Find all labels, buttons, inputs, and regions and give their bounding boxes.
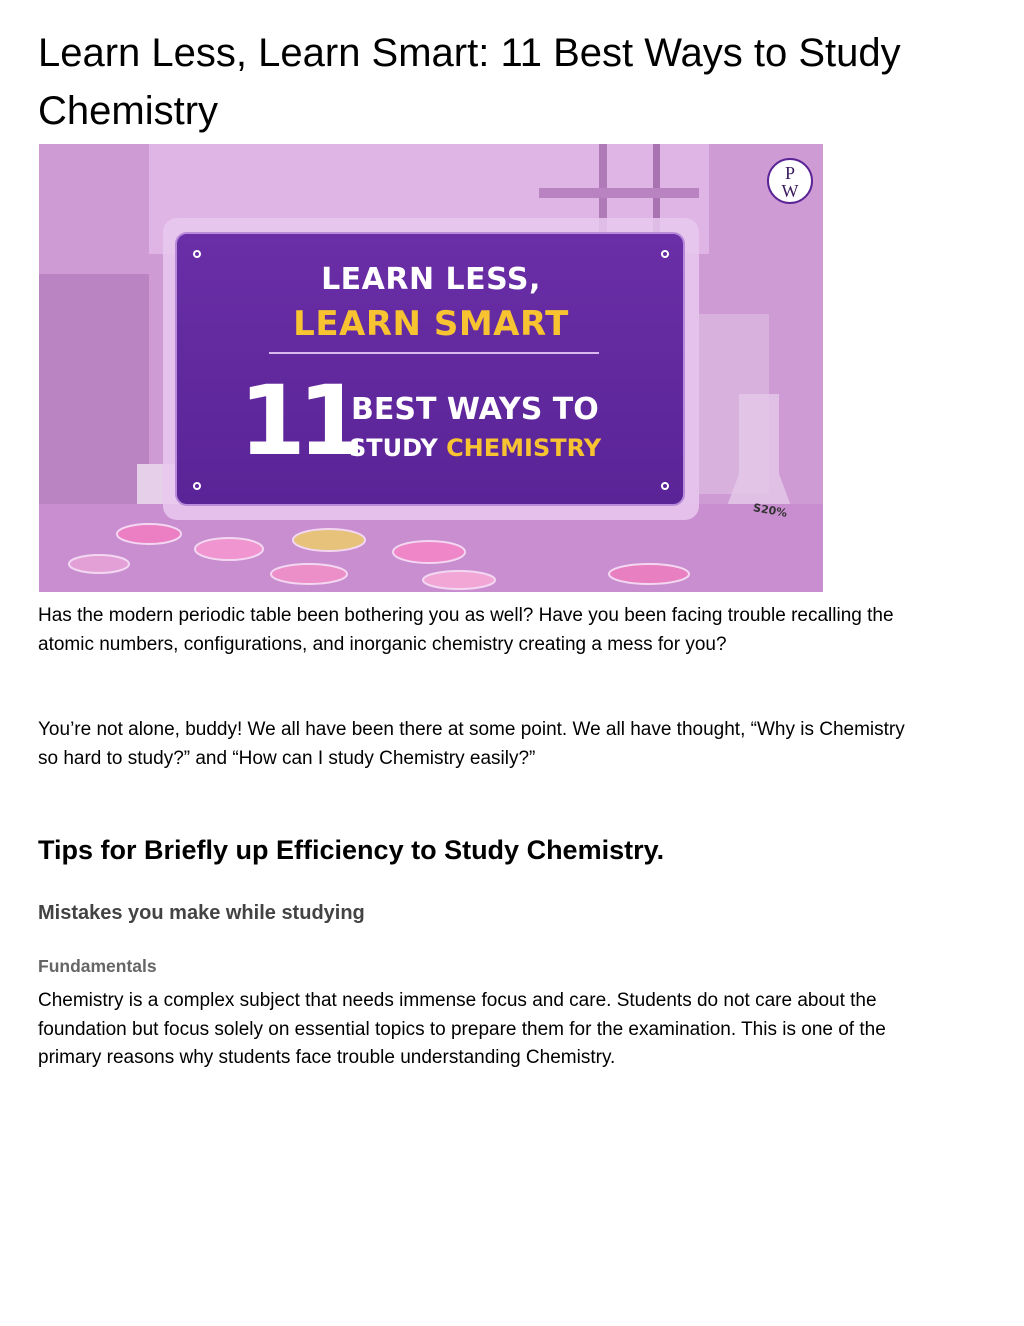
banner-line-3: BEST WAYS TO (351, 392, 599, 427)
banner-number: 11 (239, 365, 357, 477)
page-title: Learn Less, Learn Smart: 11 Best Ways to Study Chemistry (38, 31, 901, 133)
topic-heading: Fundamentals (38, 956, 157, 976)
banner-line-4 (349, 434, 601, 462)
screw-icon (193, 250, 201, 258)
pw-logo-icon (767, 158, 813, 204)
screw-icon (661, 250, 669, 258)
flask-label: S20% (752, 501, 789, 520)
subsection-heading: Mistakes you make while studying (38, 902, 365, 924)
intro-paragraph-1: Has the modern periodic table been bothering you as well? Have you been facing trouble recalling the atomic numbers, configurations, and inorganic chemistry creating a mess for you? (38, 605, 894, 655)
banner-line-4-prefix: STUDY (349, 434, 447, 462)
fundamentals-paragraph: Chemistry is a complex subject that needs immense focus and care. Students do not care about the foundation but focus solely on essential topics to prepare them for the examination. This is one of the primary reasons why students face trouble understanding Chemistry. (38, 990, 886, 1068)
logo-letter-top: P (784, 163, 795, 183)
section-heading: Tips for Briefly up Efficiency to Study Chemistry. (38, 835, 665, 865)
intro-paragraph-2: You’re not alone, buddy! We all have been there at some point. We all have thought, “Why is Chemistry so hard to study?” and “How can I study Chemistry easily?” (38, 719, 905, 769)
screw-icon (661, 482, 669, 490)
banner-line-4-highlight: CHEMISTRY (446, 434, 602, 462)
banner-line-2: LEARN SMART (293, 304, 569, 344)
logo-letter-bottom: W (781, 181, 799, 201)
banner-divider (269, 352, 599, 354)
hero-banner-image (39, 144, 823, 592)
screw-icon (193, 482, 201, 490)
banner-line-1: LEARN LESS, (321, 262, 541, 297)
